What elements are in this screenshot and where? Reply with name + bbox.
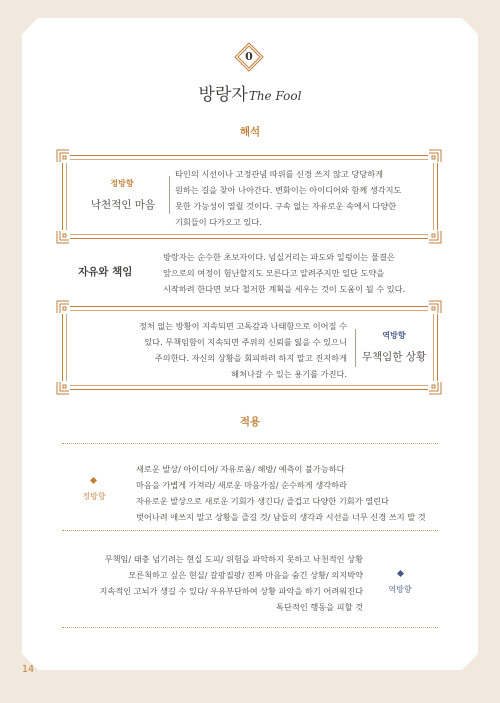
corner-ornament-icon <box>56 230 70 244</box>
description-line: 정처 없는 방황이 지속되면 고독감과 나태함으로 이어질 수 <box>138 321 347 331</box>
list-item: 마음을 가볍게 가져라/ 새로운 마음가짐/ 순수하게 생각하라 <box>136 480 347 490</box>
reversed-keyword: 무책임한 상황 <box>361 351 427 363</box>
list-item: 모른척하고 싶은 현실/ 갈팡질팡/ 진짜 마음을 숨긴 상황/ 의지박약 <box>128 570 363 580</box>
list-item: 독단적인 행동을 피할 것 <box>276 602 363 612</box>
application-reversed-label: 역방향 <box>388 585 412 594</box>
list-item: 지속적인 고뇌가 생길 수 있다/ 우유부단하여 상황 파악을 하기 어려워진다 <box>99 586 363 596</box>
dotted-divider <box>62 627 438 628</box>
description-line: 시작하려 한다면 보다 철저한 계획을 세우는 것이 도움이 될 수 있다. <box>163 284 406 294</box>
description-line: 주의한다. 자신의 상황을 회피하려 하지 말고 진지하게 <box>154 353 347 363</box>
dotted-divider <box>62 530 438 531</box>
application-upright-list <box>136 461 441 525</box>
description-line: 방랑자는 순수한 초보자이다. 넘실거리는 파도와 일렁이는 물결은 <box>163 252 395 262</box>
list-item: 무책임/ 태충 넘기려는 현실 도피/ 위험을 파악하지 못하고 낙천적인 상황 <box>104 554 363 564</box>
description-line: 기회들이 다가오고 있다. <box>175 217 262 227</box>
corner-ornament-icon <box>56 300 70 314</box>
middle-keyword: 자유와 책임 <box>78 266 133 278</box>
application-upright-label: 정방향 <box>82 492 106 501</box>
interpretation-heading: 해석 <box>239 126 261 138</box>
description-line: 원하는 길을 찾아 나아간다. 변화이는 아이디어와 함께 생각지도 <box>175 185 402 195</box>
card-number-badge <box>234 42 264 72</box>
corner-ornament-icon <box>428 300 442 314</box>
dotted-divider <box>62 443 438 444</box>
corner-ornament-icon <box>56 381 70 395</box>
reversed-label: 역방향 <box>382 331 406 340</box>
application-reversed-list <box>66 551 363 615</box>
description-line: 타인의 시선이나 고정관념 따위를 신경 쓰지 않고 당당하게 <box>175 169 384 179</box>
upright-keyword: 낙천적인 마음 <box>90 199 156 211</box>
description-line: 헤쳐나갈 수 있는 용기를 가진다. <box>231 369 347 379</box>
upright-description <box>175 166 430 230</box>
title-korean: 방랑자 <box>198 85 248 105</box>
title-english: The Fool <box>248 89 302 103</box>
page-number: 14 <box>22 664 35 675</box>
description-line: 앞으로의 여정이 험난할지도 모른다고 알려주지만 일단 도약을 <box>163 268 385 278</box>
list-item: 벗어나려 애쓰지 말고 상황을 즐길 것/ 남들의 생각과 시선을 너무 신경 쓰지 말 것 <box>136 512 426 522</box>
corner-ornament-icon <box>428 381 442 395</box>
divider-line <box>169 176 170 214</box>
list-item: 새로운 발상/ 아이디어/ 자유로움/ 해방/ 예측이 불가능하다 <box>136 464 345 474</box>
card-number: 0 <box>245 50 253 63</box>
list-item: 자유로운 발상으로 새로운 기회가 생긴다/ 즐겁고 다양한 기회가 열린다 <box>136 496 389 506</box>
description-line: 있다. 무책임함이 지속되면 주위의 신뢰를 잃을 수 있으니 <box>144 337 347 347</box>
middle-description <box>163 249 443 297</box>
corner-ornament-icon <box>428 149 442 163</box>
corner-ornament-icon <box>56 149 70 163</box>
upright-label: 정방향 <box>110 179 134 188</box>
reversed-description <box>82 318 347 382</box>
page-title <box>0 80 500 105</box>
corner-ornament-icon <box>428 230 442 244</box>
application-heading: 적용 <box>239 416 261 428</box>
description-line: 못한 가능성이 열릴 것이다. 구속 없는 자유로운 속에서 다양한 <box>175 201 397 211</box>
